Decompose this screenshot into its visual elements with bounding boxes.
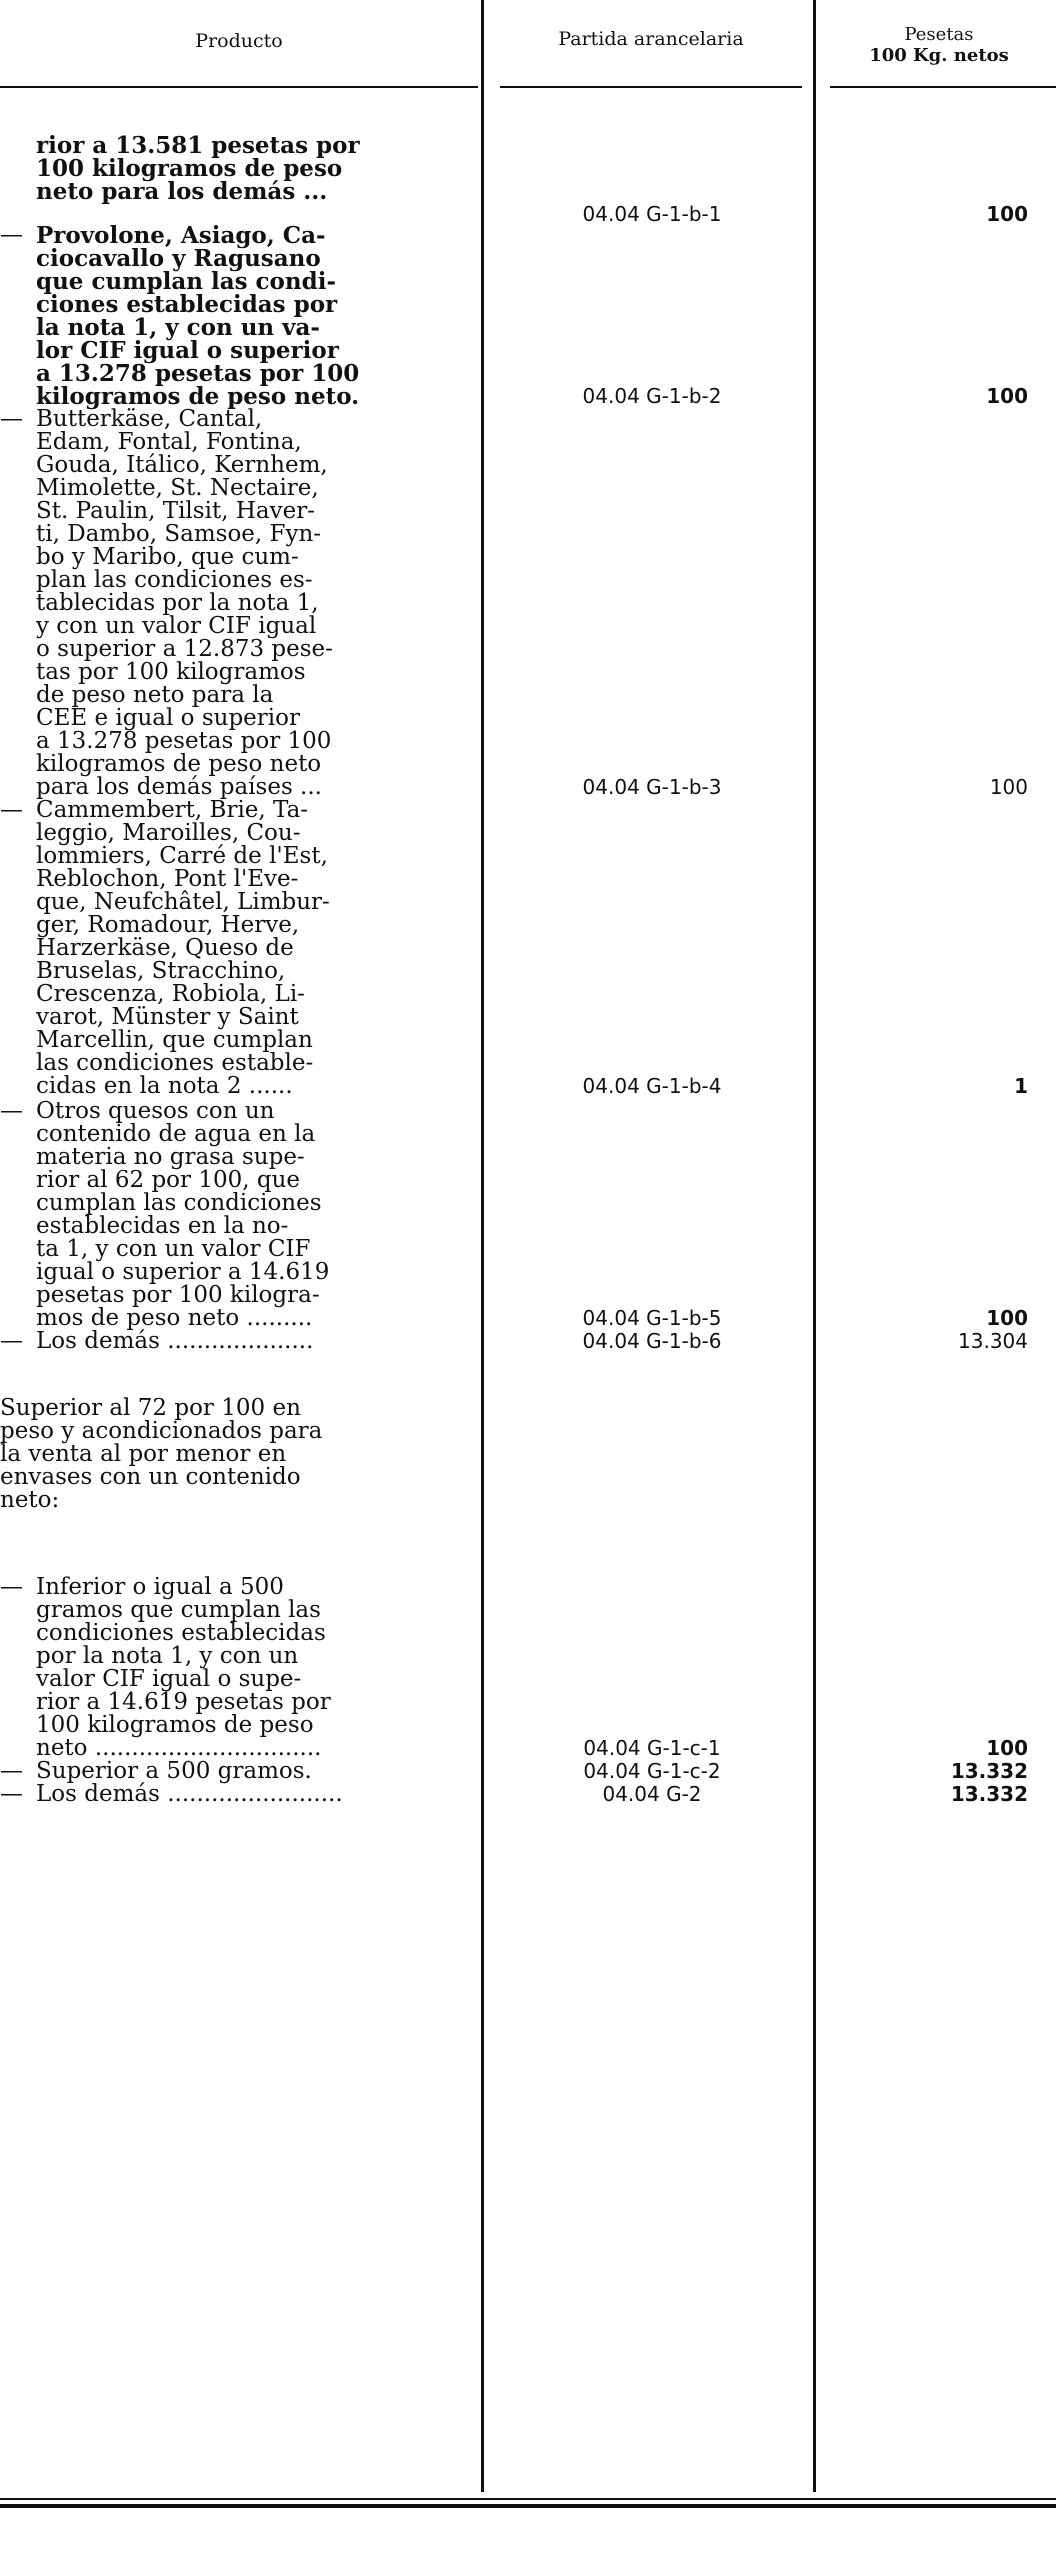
- list-dash: —: [0, 1758, 23, 1784]
- desc-line: contenido de agua en la: [36, 1121, 316, 1147]
- row-description: [36, 1330, 472, 1353]
- desc-line: neto ...............................: [36, 1735, 322, 1761]
- desc-line: rior al 62 por 100, que: [36, 1167, 301, 1193]
- row-description: [36, 224, 472, 408]
- tariff-value: 100: [986, 202, 1028, 226]
- desc-line: que, Neufchâtel, Limbur-: [36, 889, 330, 915]
- desc-line: condiciones establecidas: [36, 1620, 326, 1646]
- desc-line: materia no grasa supe-: [36, 1144, 305, 1170]
- list-dash: —: [0, 1781, 23, 1807]
- header-pesetas-line2: 100 Kg. netos: [869, 45, 1009, 66]
- desc-line: igual o superior a 14.619: [36, 1259, 330, 1285]
- tariff-code: 04.04 G-1-c-2: [583, 1759, 721, 1783]
- tariff-value: 13.304: [958, 1329, 1028, 1353]
- tariff-value: 13.332: [950, 1782, 1028, 1806]
- desc-line: tablecidas por la nota 1,: [36, 590, 319, 616]
- desc-line: de peso neto para la: [36, 682, 274, 708]
- desc-line: Crescenza, Robiola, Li-: [36, 981, 305, 1007]
- desc-line: establecidas en la no-: [36, 1213, 289, 1239]
- desc-line: Los demás ........................: [36, 1781, 343, 1807]
- list-dash: —: [0, 1098, 23, 1124]
- desc-line: la nota 1, y con un va-: [36, 314, 320, 341]
- bottom-rule-thin: [0, 2498, 1056, 2500]
- desc-line: neto:: [0, 1487, 60, 1513]
- desc-line: CEE e igual o superior: [36, 705, 300, 731]
- tariff-value: 100: [989, 775, 1028, 799]
- desc-line: mos de peso neto .........: [36, 1305, 313, 1331]
- desc-line: ta 1, y con un valor CIF: [36, 1236, 311, 1262]
- desc-line: pesetas por 100 kilogra-: [36, 1282, 320, 1308]
- desc-line: Harzerkäse, Queso de: [36, 935, 294, 961]
- tariff-code: 04.04 G-2: [602, 1782, 702, 1806]
- desc-line: la venta al por menor en: [0, 1441, 287, 1467]
- desc-line: St. Paulin, Tilsit, Haver-: [36, 498, 315, 524]
- desc-line: Otros quesos con un: [36, 1098, 275, 1124]
- desc-line: cumplan las condiciones: [36, 1190, 322, 1216]
- header-partida-arancelaria: Partida arancelaria: [558, 28, 744, 50]
- tariff-value: 100: [986, 384, 1028, 408]
- desc-line: lommiers, Carré de l'Est,: [36, 843, 328, 869]
- desc-line: rior a 14.619 pesetas por: [36, 1689, 331, 1715]
- header-pesetas-line1: Pesetas: [904, 24, 974, 45]
- desc-line: ger, Romadour, Herve,: [36, 912, 300, 938]
- desc-line: Edam, Fontal, Fontina,: [36, 429, 302, 455]
- list-dash: —: [0, 1328, 23, 1354]
- list-dash: —: [0, 222, 23, 248]
- tariff-code: 04.04 G-1-c-1: [583, 1736, 721, 1760]
- row-description: [36, 134, 472, 203]
- desc-line: rior a 13.581 pesetas por: [36, 132, 360, 159]
- desc-line: 100 kilogramos de peso: [36, 155, 343, 182]
- desc-line: Gouda, Itálico, Kernhem,: [36, 452, 328, 478]
- row-description: [36, 1783, 472, 1806]
- desc-line: que cumplan las condi-: [36, 268, 336, 295]
- desc-line: varot, Münster y Saint: [36, 1004, 299, 1030]
- desc-line: 100 kilogramos de peso: [36, 1712, 314, 1738]
- tariff-value: 100: [986, 1306, 1028, 1330]
- row-description: [36, 408, 472, 799]
- row-description: [36, 1100, 472, 1330]
- tariff-code: 04.04 G-1-b-4: [582, 1074, 722, 1098]
- tariff-code: 04.04 G-1-b-1: [582, 202, 722, 226]
- row-description: [36, 799, 472, 1098]
- desc-line: cidas en la nota 2 ......: [36, 1073, 293, 1099]
- desc-line: envases con un contenido: [0, 1464, 301, 1490]
- list-dash: —: [0, 406, 23, 432]
- desc-line: ciocavallo y Ragusano: [36, 245, 321, 272]
- row-description: [36, 1576, 472, 1760]
- header-rule-producto: [0, 86, 478, 88]
- desc-line: plan las condiciones es-: [36, 567, 313, 593]
- desc-line: lor CIF igual o superior: [36, 337, 339, 364]
- bottom-rule-thick: [0, 2504, 1056, 2508]
- desc-line: Superior al 72 por 100 en: [0, 1395, 301, 1421]
- tariff-value: 100: [986, 1736, 1028, 1760]
- row-description: [36, 1760, 472, 1783]
- desc-line: peso y acondicionados para: [0, 1418, 323, 1444]
- desc-line: y con un valor CIF igual: [36, 613, 317, 639]
- list-dash: —: [0, 797, 23, 823]
- list-dash: —: [0, 1574, 23, 1600]
- column-divider-1: [481, 0, 484, 2492]
- desc-line: Bruselas, Stracchino,: [36, 958, 286, 984]
- desc-line: o superior a 12.873 pese-: [36, 636, 333, 662]
- desc-line: Mimolette, St. Nectaire,: [36, 475, 319, 501]
- desc-line: Marcellin, que cumplan: [36, 1027, 313, 1053]
- header-pesetas: [822, 24, 1056, 66]
- desc-line: Reblochon, Pont l'Eve-: [36, 866, 299, 892]
- tariff-value: 1: [1014, 1074, 1028, 1098]
- desc-line: tas por 100 kilogramos: [36, 659, 306, 685]
- desc-line: Los demás ....................: [36, 1328, 314, 1354]
- desc-line: por la nota 1, y con un: [36, 1643, 299, 1669]
- tariff-code: 04.04 G-1-b-3: [582, 775, 722, 799]
- desc-line: para los demás países ...: [36, 774, 322, 800]
- desc-line: bo y Maribo, que cum-: [36, 544, 299, 570]
- tariff-code: 04.04 G-1-b-5: [582, 1306, 722, 1330]
- desc-line: Butterkäse, Cantal,: [36, 406, 263, 432]
- desc-line: ti, Dambo, Samsoe, Fyn-: [36, 521, 322, 547]
- desc-line: leggio, Maroilles, Cou-: [36, 820, 301, 846]
- desc-line: Superior a 500 gramos.: [36, 1758, 312, 1784]
- column-divider-2: [813, 0, 816, 2492]
- desc-line: valor CIF igual o supe-: [36, 1666, 302, 1692]
- desc-line: Cammembert, Brie, Ta-: [36, 797, 309, 823]
- desc-line: Inferior o igual a 500: [36, 1574, 284, 1600]
- header-rule-pesetas: [830, 86, 1056, 88]
- header-producto: Producto: [195, 30, 283, 52]
- desc-line: Provolone, Asiago, Ca-: [36, 222, 326, 249]
- desc-line: ciones establecidas por: [36, 291, 338, 318]
- desc-line: las condiciones estable-: [36, 1050, 314, 1076]
- desc-line: neto para los demás ...: [36, 178, 328, 205]
- desc-line: kilogramos de peso neto: [36, 751, 322, 777]
- desc-line: a 13.278 pesetas por 100: [36, 360, 360, 387]
- section-description: [0, 1397, 436, 1512]
- tariff-value: 13.332: [950, 1759, 1028, 1783]
- desc-line: kilogramos de peso neto.: [36, 383, 360, 410]
- tariff-code: 04.04 G-1-b-6: [582, 1329, 722, 1353]
- desc-line: a 13.278 pesetas por 100: [36, 728, 332, 754]
- desc-line: gramos que cumplan las: [36, 1597, 321, 1623]
- tariff-code: 04.04 G-1-b-2: [582, 384, 722, 408]
- header-rule-partida: [500, 86, 802, 88]
